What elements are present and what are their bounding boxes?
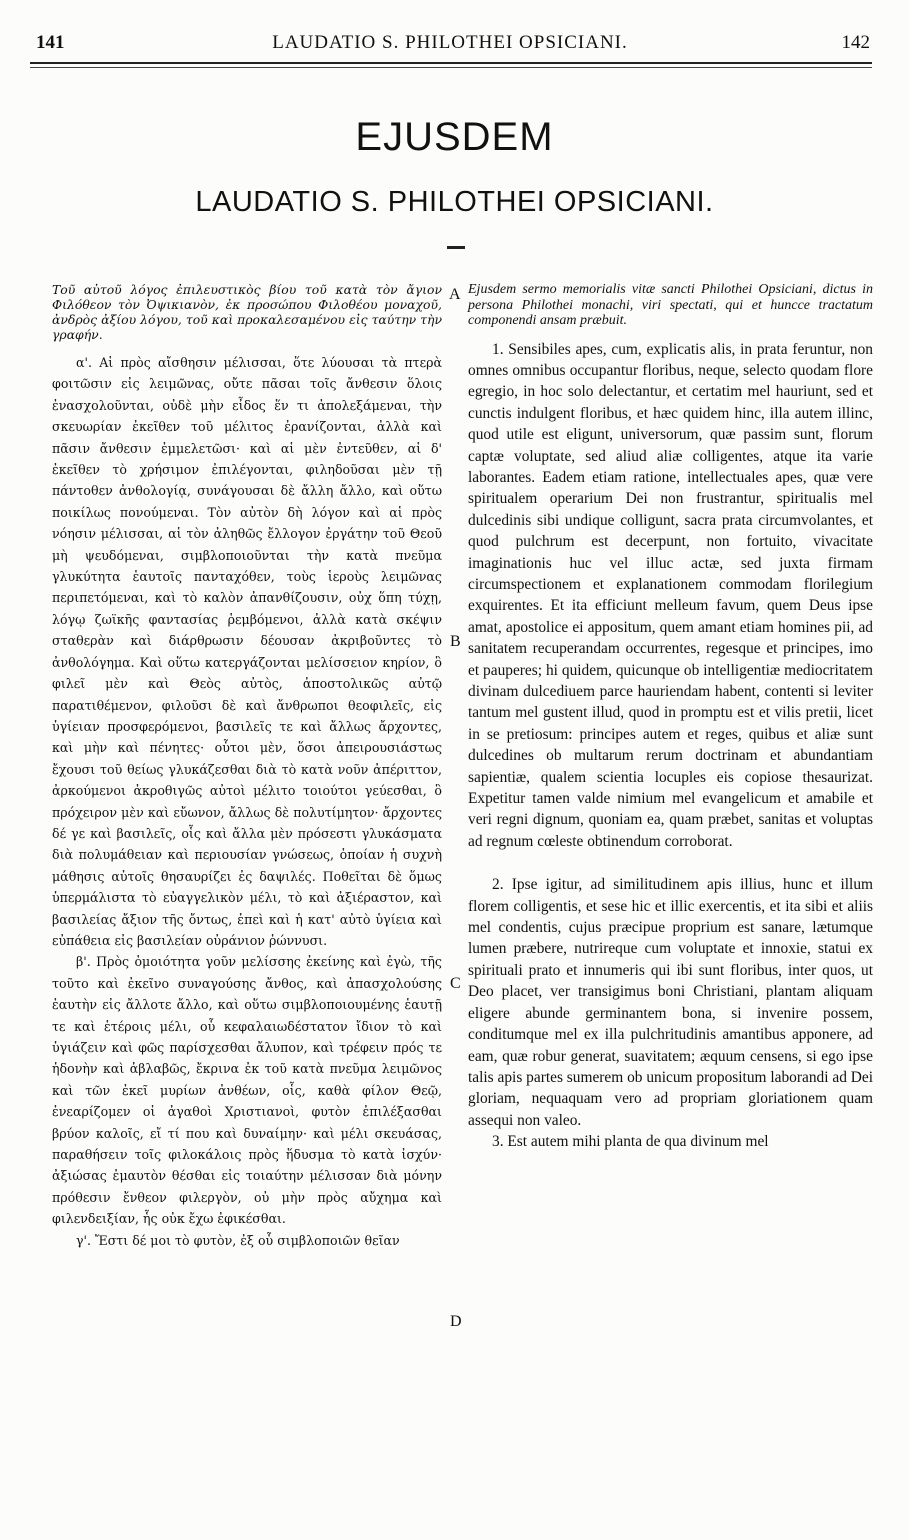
margin-marker-d: D — [450, 1313, 462, 1330]
page-title: EJUSDEM — [355, 115, 554, 159]
page-number-right: 142 — [841, 32, 870, 53]
title-divider — [447, 246, 465, 249]
greek-paragraph-3: γ'. Ἔστι δέ μοι τὸ φυτὸν, ἐξ οὗ σιμβλοποιῶν θεῖαν — [76, 1232, 400, 1248]
greek-paragraph-1: α'. Αἱ πρὸς αἴσθησιν μέλισσαι, ὅτε λύουσαι τὰ πτερὰ φοιτῶσιν εἰς λειμῶνας, οὔτε πᾶσαι τοῖς ἄνθεσιν ὅλοις ἐνασχολοῦνται, οὐδὲ μὴν εἶδος ἕν τι ἀπολεξάμεναι, τὴν σκευωρίαν ἐκεῖθεν τοῦ μέλιτος ἐρανίζονται, ἀλλὰ καὶ πᾶσιν ἄνθεσιν ἐμμελετῶσι· καὶ αἱ μὲν ἐντεῦθεν, αἱ δ' ἐκεῖθεν τὸ χρήσιμον ἐπιλέγονται, φιληδοῦσαι μὲν τῇ πάντοθεν ἀνθολογίᾳ, συνάγουσαι δὲ ἄλλη ἄλλο, καὶ οὕτω ποικίλως πονούμεναι. Τὸν αὐτὸν δὴ λόγον καὶ αἱ πρὸς νόησιν μέλισσαι, αἱ τὸν ἀληθῶς ἔλλογον ἐργάτην τοῦ Θεοῦ μὴ ψευδόμεναι, σιμβλοποιοῦνται τὴν κατὰ πνεῦμα γλυκύτητα ἑαυτοῖς πανταχόθεν, τοὺς ἱεροὺς λειμῶνας περιπετόμεναι, καὶ τὸ καλὸν ἀπανθίζουσιν, οὐχ ὅπη τύχῃ, λόγῳ ζωϊκῆς φαντασίας ῥεμβόμενοι, ἀλλὰ κατὰ σκέψιν σταθερὰν καὶ διάρθρωσιν δέουσαν ἀκριβοῦντες τὸ ἀνθολόγημα. Καὶ οὕτω κατεργάζονται μελίσσειον κηρίον, ὃ φιλεῖ μὲν καὶ Θεὸς αὐτὸς, ἀποστολικῶς αὐτῷ παρατιθέμενον, φιλοῦσι δὲ καὶ ἄνθρωποι θεοφιλεῖς, εἰς ὑγίειαν προσφερόμενοι, βασιλεῖς τε καὶ ἄλλως ἄρχοντες, καὶ μὴν καὶ πένητες· οὗτοι μὲν, ὅσοι ἀπειρουσιάστως ἔχουσι τοῦ θείως γλυκάζεσθαι διὰ τὸ κατὰ νοῦν ἀπέριττον, ἀρκούμενοι ἀκροθιγῶς αὐτοὶ μέλιτο τοιούτοι γεύεσθαι, ὃ πρόχειρον μὲν καὶ εὔωνον, ἄλλως δὲ πολυτίμητον· ἄρχοντες δέ γε καὶ βασιλεῖς, οἷς καὶ ἄλλα μὲν πρόσεστι γλυκάσματα διὰ πολυμάθειαν καὶ περιουσίαν γνώσεως, ὁποίαν ἡ συχνὴ μάθησις αὐτοῖς θησαυρίζει ἐς δαψιλές. Ποθεῖται δὲ ὅμως ὑπερμάλιστα τὸ εὐαγγελικὸν μέλι, τὸ καὶ ἀξιέραστον, καὶ βασιλείας ἄξιον τῆς ὄντως, ἐπεὶ καὶ ἡ κατ' αὐτὸ ὑγίεια καὶ εὐπάθεια εἰς βασιλείαν οὐράνιον ῥώννυσι. — [52, 355, 442, 948]
margin-marker-a: A — [449, 286, 461, 303]
greek-column — [52, 282, 442, 1251]
latin-paragraph-2: 2. Ipse igitur, ad similitudinem apis illius, hunc et illum florem colligentis, et sese hic et illic exercentis, et ita sibi et aliis mel condentis, cujus præcipue proprium est sanare, lætumque lumen præbere, nutrireque cum voluptate et innoxie, statui ex spirituali prato et innumeris qui ibi sunt floribus, inter quos, ut Deo placet, ver transigimus boni Christiani, plantam aliquam eligere abunde germinantem bona, si invenire possem, conditumque mel ex illa pulchritudinis amantibus apponere, ad eam, quæ robur generat, suavitatem; æquum censens, si ego ipse talis apis partes sumerem ob unicum propositum laborandi ad Dei gloriam, nequaquam vero ad propriam gloriationem quam assequi non valeo. — [468, 876, 873, 1129]
latin-paragraph-1: 1. Sensibiles apes, cum, explicatis alis, in prata feruntur, non omnes omnibus occupantur floribus, neque, selecto quodam flore egregio, in hoc solo delectantur, et certatim mel hauriunt, sed et cunctis indulgent floribus, et hæc quidem hinc, illa autem illinc, quod utile est eligunt, universorum, quæ passim sunt, florum captæ voluptate, sed aliud aliæ colligentes, atque ita varie laborantes. Eadem etiam ratione, intellectuales apes, quæ vere spiritualem operarium Dei non frustrantur, spiritualis mel dulcedinis sibi undique colligunt, sacra prata circumvolantes, et quod pulchrum est decerpunt, non fortuito, vivacitate imaginationis huc vel illuc actæ, sed juxta firmam circumspectionem et explanationem commodam florilegium exquirentes. Et ita efficiunt melleum favum, quem Deus ipse amat, apostolice ei appositum, quem amant etiam homines pii, ad sanitatem recuperandam occurrentes, regesque et principes, imo et pauperes; hi quidem, quicunque ob intelligentiæ mediocritatem divinam dulcediuem parce hauriendam habent, contenti si leviter tantum mel gustent illud, quod in promptu est et vilis pretii, licet in se pretiosum: principes autem et reges, quibus et aliæ sunt dulcedines ob multarum rerum doctrinam et abundantiam sapientiæ, qualem scientia locuples eis copiose thesaurizat. Expetitur tamen valde nimium mel evangelicum et amabile et veri regni dignum, quoniam ea, quam præbet, sanitas et voluptas ad regnum cœleste obtinendum corroborat. — [468, 340, 873, 850]
margin-marker-c: C — [450, 975, 461, 992]
greek-paragraph-2: β'. Πρὸς ὁμοιότητα γοῦν μελίσσης ἐκείνης καὶ ἐγὼ, τῆς τοῦτο καὶ ἐκεῖνο συναγούσης ἄνθος, καὶ ἀπασχολούσης ἑαυτὴν εἰς ἄλλοτε ἄλλο, καὶ οὕτω σιμβλοποιουμένης ἑαυτῇ τε καὶ ἑτέροις μέλι, οὗ κεφαλαιωδέστατον ἴδιον τὸ καὶ ὑγιάζειν καὶ φῶς παρίσχεσθαι ἄλυπον, καὶ τρέφειν πρός τε ἡδονὴν καὶ ἀβλαβῶς, ἔκρινα ἐκ τοῦ κατὰ πνεῦμα λειμῶνος καὶ τῶν ἐκεῖ μυρίων ἀνθέων, οἷς, καθὰ φίλον Θεῷ, ἐνεαρίζομεν οἱ ἀγαθοὶ Χριστιανοὶ, φυτὸν ἐπιλέξασθαι βρύον καλοῖς, εἴ τί που καὶ δυναίμην· καὶ μέλι σκευάσας, παραθήσειν τοῖς φιλοκάλοις πρὸς ἥδυσμα τὸ κατὰ ἰσχύν· ἀξιώσας ἐμαυτὸν θέσθαι εἰς τοιαύτην μέλισσαν διὰ μόνην πρόθεσιν ἔνθεον φιλεργὸν, οὐ μὴν πρὸς αὔχημα καὶ φιλενδειξίαν, ἧς οὐκ ἔχω ἐφικέσθαι. — [52, 954, 442, 1227]
latin-paragraph-3: 3. Est autem mihi planta de qua divinum mel — [492, 1133, 769, 1151]
page-subtitle: LAUDATIO S. PHILOTHEI OPSICIANI. — [195, 186, 714, 218]
greek-heading: Τοῦ αὐτοῦ λόγος ἐπιλευστικὸς βίου τοῦ κατὰ τὸν ἄγιον Φιλόθεον τὸν Ὀψικιανὸν, ἐκ προσώπου Φιλοθέου μοναχοῦ, ἀνδρὸς ἀξίου λόγου, τοῦ καὶ προκαλεσαμένου εἰς ταύτην τὴν γραφήν. — [52, 282, 442, 342]
page-header — [30, 32, 870, 56]
latin-column — [468, 282, 873, 1153]
header-rule — [30, 62, 872, 64]
header-rule-thin — [30, 67, 872, 68]
margin-marker-b: B — [450, 633, 461, 650]
latin-heading: Ejusdem sermo memorialis vitæ sancti Philothei Opsiciani, dictus in persona Philothei monachi, viri spectati, qui et huncce tractatum componendi ansam præbuit. — [468, 282, 873, 328]
running-title: LAUDATIO S. PHILOTHEI OPSICIANI. — [272, 32, 628, 53]
page-number-left: 141 — [36, 32, 65, 53]
